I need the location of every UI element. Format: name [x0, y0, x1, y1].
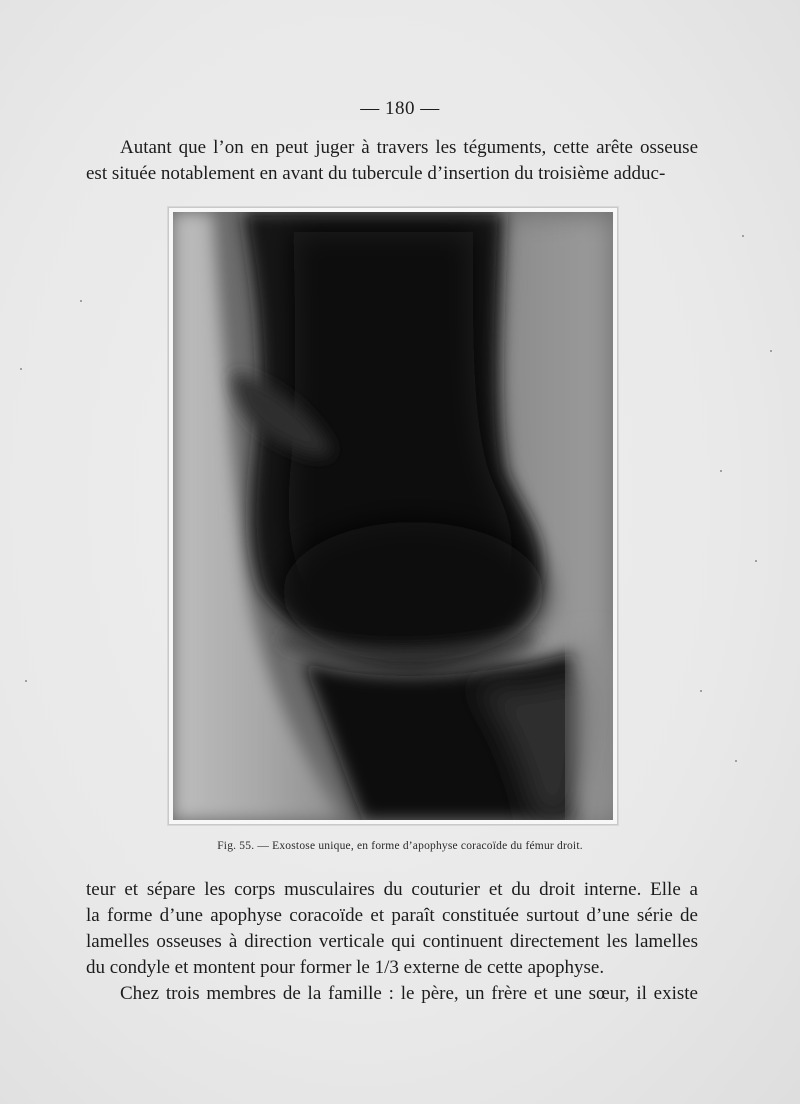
paper-speck — [80, 300, 82, 302]
bottom-paragraph — [86, 877, 698, 981]
figure-caption: Fig. 55. — Exostose unique, en forme d’apophyse coracoïde du fémur droit. — [217, 840, 583, 852]
final-paragraph — [86, 981, 698, 1007]
paper-speck — [735, 760, 737, 762]
text-line: est située notablement en avant du tubercule d’insertion du troisième adduc- — [86, 163, 666, 184]
paper-speck — [700, 690, 702, 692]
paper-speck — [755, 560, 757, 562]
text-line: Chez trois membres de la famille : le père, un frère et une sœur, il existe — [120, 983, 698, 1004]
paper-speck — [20, 368, 22, 370]
text-line: teur et sépare les corps musculaires du couturier et du droit interne. Elle a — [86, 879, 698, 900]
text-line: lamelles osseuses à direction verticale qui continuent directement les lamelles — [86, 931, 698, 952]
text-line: la forme d’une apophyse coracoïde et paraît constituée surtout d’une série de — [86, 905, 698, 926]
radiograph-image — [173, 212, 613, 820]
text-line: Autant que l’on en peut juger à travers les téguments, cette arête osseuse — [120, 137, 698, 158]
page-number: — 180 — — [360, 98, 440, 119]
paper-speck — [720, 470, 722, 472]
top-paragraph — [86, 135, 698, 187]
paper-speck — [770, 350, 772, 352]
paper-speck — [742, 235, 744, 237]
paper-speck — [25, 680, 27, 682]
radiograph-figure — [168, 207, 618, 825]
text-line: du condyle et montent pour former le 1/3 externe de cette apophyse. — [86, 957, 605, 978]
